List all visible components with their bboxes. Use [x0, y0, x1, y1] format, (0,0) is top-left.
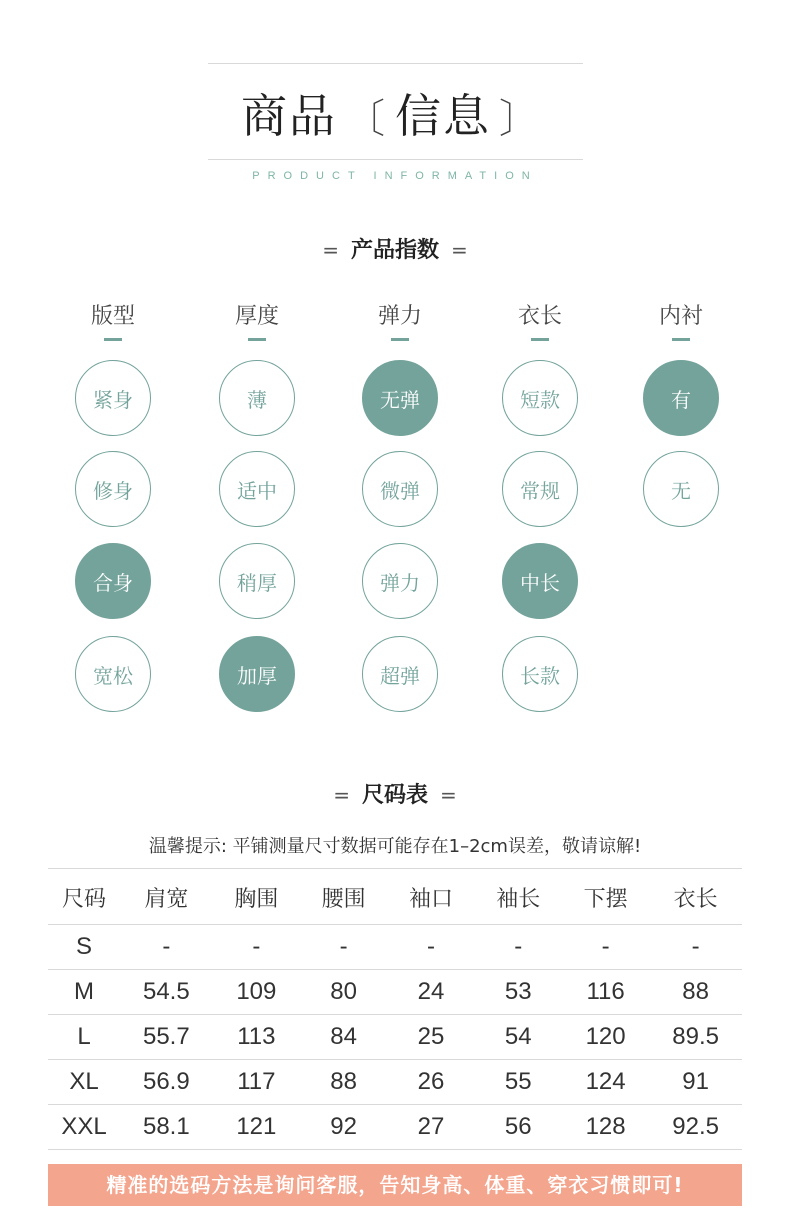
index-option-selected: 无弹 — [362, 360, 438, 436]
table-header-cell: 袖长 — [475, 870, 562, 925]
category-underline — [391, 338, 409, 341]
header-top-rule — [208, 63, 583, 64]
size-section-title — [0, 780, 790, 811]
table-header-cell: 胸围 — [213, 870, 300, 925]
table-cell: 128 — [562, 1105, 649, 1150]
title-right: 信息 — [395, 89, 491, 143]
table-row — [48, 1015, 742, 1060]
eq-left: = — [333, 783, 350, 807]
table-header-cell: 尺码 — [48, 870, 120, 925]
index-category-label: 弹力 — [377, 304, 422, 329]
table-cell: 27 — [387, 1105, 474, 1150]
table-cell: 56 — [475, 1105, 562, 1150]
size-label-cell: S — [48, 925, 120, 970]
table-cell: 53 — [475, 970, 562, 1015]
table-cell: 113 — [213, 1015, 300, 1060]
table-cell: - — [649, 925, 742, 970]
eq-right: = — [451, 238, 468, 262]
table-cell: 54.5 — [120, 970, 213, 1015]
table-cell: 89.5 — [649, 1015, 742, 1060]
index-option-selected: 中长 — [502, 543, 578, 619]
table-cell: 58.1 — [120, 1105, 213, 1150]
index-option: 适中 — [219, 451, 295, 527]
page-title — [0, 86, 790, 149]
table-cell: 54 — [475, 1015, 562, 1060]
index-option: 超弹 — [362, 636, 438, 712]
table-cell: - — [387, 925, 474, 970]
table-cell: 80 — [300, 970, 387, 1015]
table-cell: 84 — [300, 1015, 387, 1060]
index-option: 微弹 — [362, 451, 438, 527]
index-column — [621, 300, 741, 341]
table-cell: 88 — [649, 970, 742, 1015]
category-underline — [531, 338, 549, 341]
table-header-cell: 衣长 — [649, 870, 742, 925]
bracket-open: 〔 — [345, 96, 387, 142]
table-cell: 88 — [300, 1060, 387, 1105]
size-table — [48, 870, 742, 1150]
category-underline — [104, 338, 122, 341]
index-option: 修身 — [75, 451, 151, 527]
index-section-title — [0, 235, 790, 266]
table-cell: 117 — [213, 1060, 300, 1105]
index-option: 常规 — [502, 451, 578, 527]
table-cell: 92 — [300, 1105, 387, 1150]
header-bottom-rule — [208, 159, 583, 160]
size-label-cell: M — [48, 970, 120, 1015]
size-label-cell: XXL — [48, 1105, 120, 1150]
size-label-cell: XL — [48, 1060, 120, 1105]
index-option: 无 — [643, 451, 719, 527]
index-option: 薄 — [219, 360, 295, 436]
index-column — [197, 300, 317, 341]
size-title-text: 尺码表 — [361, 783, 428, 808]
table-cell: 91 — [649, 1060, 742, 1105]
index-option: 紧身 — [75, 360, 151, 436]
index-option-selected: 加厚 — [219, 636, 295, 712]
index-option-selected: 有 — [643, 360, 719, 436]
table-cell: - — [213, 925, 300, 970]
eq-right: = — [440, 783, 457, 807]
table-cell: 55.7 — [120, 1015, 213, 1060]
table-row — [48, 1105, 742, 1150]
table-header-cell: 下摆 — [562, 870, 649, 925]
table-cell: 116 — [562, 970, 649, 1015]
index-category-label: 厚度 — [234, 304, 279, 329]
table-row — [48, 1060, 742, 1105]
table-cell: - — [475, 925, 562, 970]
category-underline — [248, 338, 266, 341]
table-row — [48, 925, 742, 970]
index-option-selected: 合身 — [75, 543, 151, 619]
index-column — [340, 300, 460, 341]
table-header-cell: 肩宽 — [120, 870, 213, 925]
table-cell: 120 — [562, 1015, 649, 1060]
measurement-tip: 温馨提示: 平铺测量尺寸数据可能存在1–2cm误差，敬请谅解! — [148, 836, 642, 857]
index-title-text: 产品指数 — [350, 238, 439, 263]
index-option: 宽松 — [75, 636, 151, 712]
size-advice-banner: 精准的选码方法是询问客服，告知身高、体重、穿衣习惯即可! — [48, 1164, 742, 1206]
table-cell: 55 — [475, 1060, 562, 1105]
page-subtitle: PRODUCT INFORMATION — [252, 170, 538, 182]
size-label-cell: L — [48, 1015, 120, 1060]
index-column — [53, 300, 173, 341]
table-header-row — [48, 870, 742, 925]
eq-left: = — [322, 238, 339, 262]
table-top-rule — [48, 868, 742, 869]
table-cell: 56.9 — [120, 1060, 213, 1105]
table-cell: 24 — [387, 970, 474, 1015]
index-option: 弹力 — [362, 543, 438, 619]
table-cell: 92.5 — [649, 1105, 742, 1150]
table-row — [48, 970, 742, 1015]
table-cell: - — [562, 925, 649, 970]
table-header-cell: 袖口 — [387, 870, 474, 925]
title-left: 商品 — [241, 89, 337, 143]
index-category-label: 版型 — [90, 304, 135, 329]
index-option: 稍厚 — [219, 543, 295, 619]
table-cell: 124 — [562, 1060, 649, 1105]
table-cell: 121 — [213, 1105, 300, 1150]
index-option: 长款 — [502, 636, 578, 712]
index-category-label: 内衬 — [658, 304, 703, 329]
index-category-label: 衣长 — [517, 304, 562, 329]
table-cell: - — [300, 925, 387, 970]
index-column — [480, 300, 600, 341]
index-option: 短款 — [502, 360, 578, 436]
bracket-close: 〕 — [499, 96, 541, 142]
table-cell: 25 — [387, 1015, 474, 1060]
table-cell: 109 — [213, 970, 300, 1015]
table-header-cell: 腰围 — [300, 870, 387, 925]
table-cell: - — [120, 925, 213, 970]
category-underline — [672, 338, 690, 341]
table-cell: 26 — [387, 1060, 474, 1105]
